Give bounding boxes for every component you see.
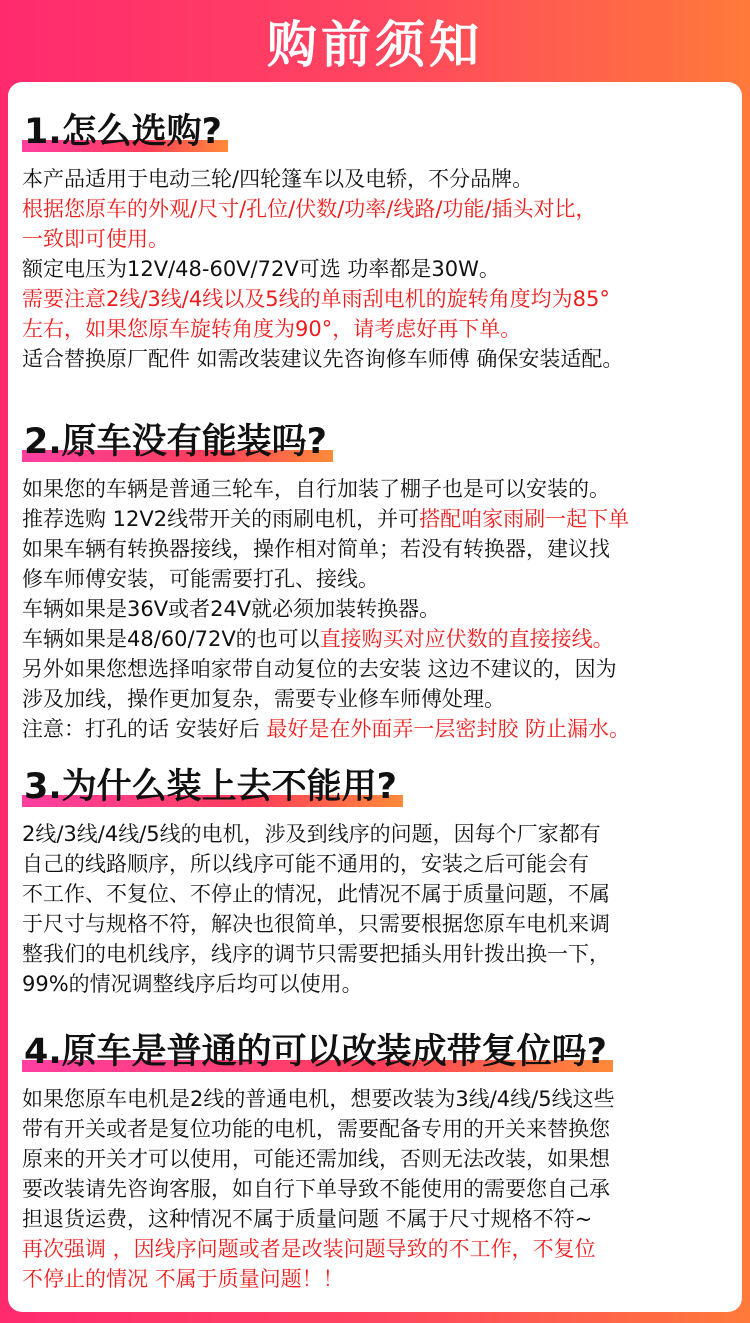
text-line	[22, 819, 732, 849]
body-text: 要改装请先咨询客服，如自行下单导致不能使用的需要您自己承	[22, 1177, 610, 1201]
text-line	[22, 504, 732, 534]
body-text: 如果您的车辆是普通三轮车，自行加装了棚子也是可以安装的。	[22, 477, 610, 501]
highlight-text: 左右，如果您原车旋转角度为90°，请考虑好再下单。	[22, 317, 522, 341]
notice-card	[8, 82, 742, 1312]
body-text: 担退货运费，这种情况不属于质量问题 不属于尺寸规格不符~	[22, 1207, 593, 1231]
text-line	[22, 1204, 732, 1234]
highlight-text: 不停止的情况 不属于质量问题！！	[22, 1267, 344, 1291]
text-line	[22, 314, 732, 344]
text-line	[22, 969, 732, 999]
text-line	[22, 564, 732, 594]
section-body	[22, 474, 732, 744]
body-text: 99%的情况调整线序后均可以使用。	[22, 972, 363, 996]
text-line	[22, 254, 732, 284]
body-text: 额定电压为12V/48-60V/72V可选 功率都是30W。	[22, 257, 500, 281]
text-line	[22, 534, 732, 564]
text-line	[22, 849, 732, 879]
text-line	[22, 594, 732, 624]
text-line	[22, 1174, 732, 1204]
body-text: 于尺寸与规格不符，解决也很简单，只需要根据您原车电机来调	[22, 912, 610, 936]
highlight-text: 需要注意2线/3线/4线以及5线的单雨刮电机的旋转角度均为85°	[22, 287, 610, 311]
text-line	[22, 654, 732, 684]
body-text: 原来的开关才可以使用，可能还需加线，否则无法改装，如果想	[22, 1147, 610, 1171]
page-header	[0, 0, 750, 82]
text-line	[22, 1264, 732, 1294]
highlight-text: 再次强调 ，因线序问题或者是改装问题导致的不工作，不复位	[22, 1237, 596, 1261]
text-line	[22, 879, 732, 909]
text-line	[22, 194, 732, 224]
section-how-to-choose	[22, 90, 732, 400]
section-heading: 2.原车没有能装吗?	[22, 414, 333, 464]
body-text: 自己的线路顺序，所以线序可能不通用的，安装之后可能会有	[22, 852, 589, 876]
body-text: 带有开关或者是复位功能的电机，需要配备专用的开关来替换您	[22, 1117, 610, 1141]
body-text: 本产品适用于电动三轮/四轮篷车以及电轿，不分品牌。	[22, 167, 534, 191]
body-text: 适合替换原厂配件 如需改装建议先咨询修车师傅 确保安装适配。	[22, 347, 624, 371]
section-modify-reset	[22, 1010, 732, 1294]
text-line	[22, 1234, 732, 1264]
section-body	[22, 819, 732, 999]
body-text: 注意：打孔的话 安装好后	[22, 717, 267, 741]
body-text: 涉及加线，操作更加复杂，需要专业修车师傅处理。	[22, 687, 505, 711]
text-line	[22, 474, 732, 504]
body-text: 如果您原车电机是2线的普通电机，想要改装为3线/4线/5线这些	[22, 1087, 615, 1111]
body-text: 车辆如果是36V或者24V就必须加装转换器。	[22, 597, 441, 621]
text-line	[22, 224, 732, 254]
body-text: 修车师傅安装，可能需要打孔、接线。	[22, 567, 379, 591]
page-title: 购前须知	[267, 16, 483, 74]
body-text: 推荐选购 12V2线带开关的雨刷电机，并可	[22, 507, 420, 531]
text-line	[22, 344, 732, 374]
section-no-original	[22, 400, 732, 745]
text-line	[22, 1084, 732, 1114]
text-line	[22, 1144, 732, 1174]
highlight-text: 一致即可使用。	[22, 227, 169, 251]
section-body	[22, 164, 732, 374]
section-heading: 1.怎么选购?	[22, 104, 228, 154]
section-why-not-work	[22, 745, 732, 1010]
body-text: 另外如果您想选择咱家带自动复位的去安装 这边不建议的，因为	[22, 657, 617, 681]
highlight-text: 搭配咱家雨刷一起下单	[419, 507, 630, 531]
body-text: 车辆如果是48/60/72V的也可以	[22, 627, 320, 651]
body-text: 整我们的电机线序，线序的调节只需要把插头用针拨出换一下，	[22, 942, 610, 966]
section-body	[22, 1084, 732, 1294]
section-heading: 4.原车是普通的可以改装成带复位吗?	[22, 1024, 613, 1074]
text-line	[22, 624, 732, 654]
text-line	[22, 684, 732, 714]
body-text: 2线/3线/4线/5线的电机，涉及到线序的问题，因每个厂家都有	[22, 822, 601, 846]
highlight-text: 最好是在外面弄一层密封胶 防止漏水。	[266, 717, 631, 741]
text-line	[22, 909, 732, 939]
body-text: 不工作、不复位、不停止的情况，此情况不属于质量问题，不属	[22, 882, 610, 906]
text-line	[22, 714, 732, 744]
text-line	[22, 1114, 732, 1144]
section-heading: 3.为什么装上去不能用?	[22, 759, 403, 809]
text-line	[22, 164, 732, 194]
text-line	[22, 284, 732, 314]
body-text: 如果车辆有转换器接线，操作相对简单；若没有转换器，建议找	[22, 537, 610, 561]
highlight-text: 直接购买对应伏数的直接接线。	[319, 627, 614, 651]
text-line	[22, 939, 732, 969]
highlight-text: 根据您原车的外观/尺寸/孔位/伏数/功率/线路/功能/插头对比，	[22, 197, 597, 221]
